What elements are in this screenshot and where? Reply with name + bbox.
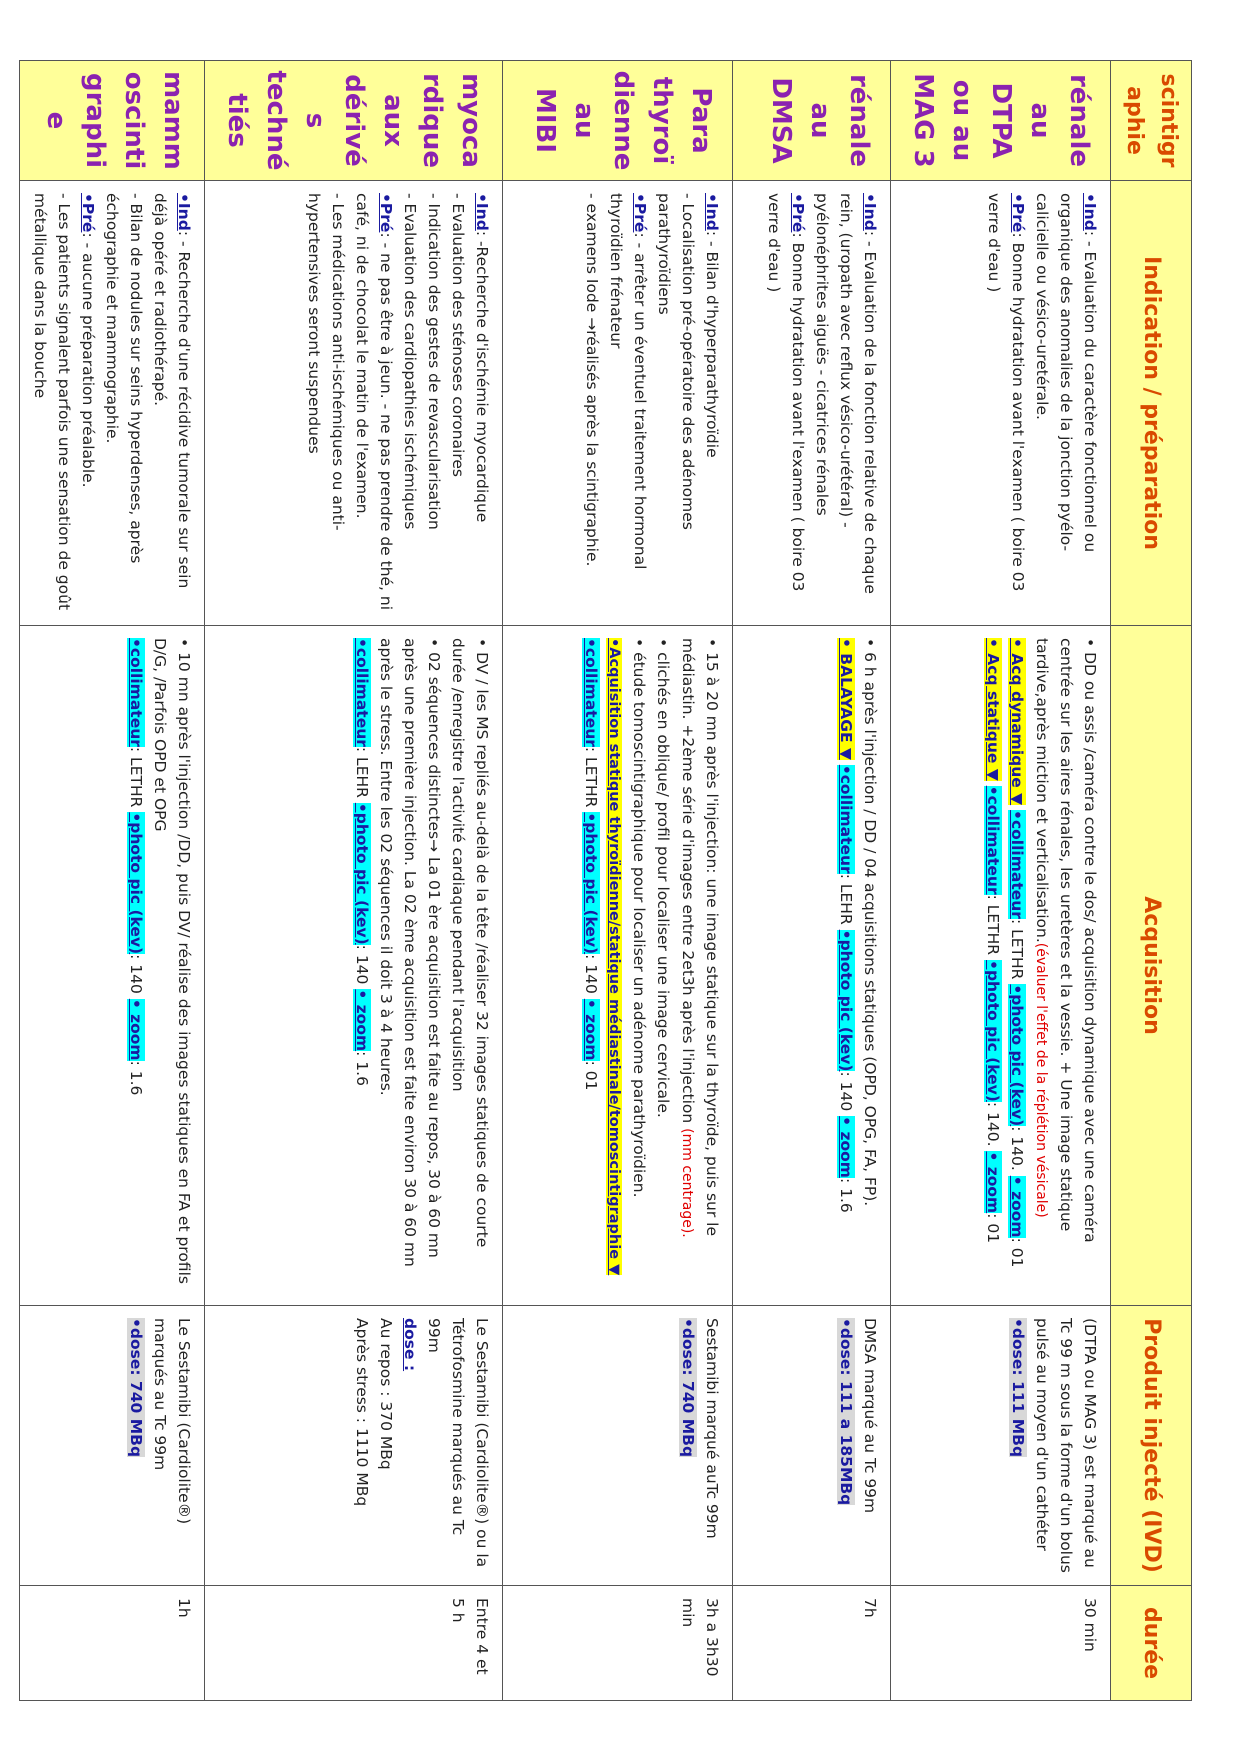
produit-text: Sestamibi marqué auTc 99m — [702, 1318, 721, 1539]
row-title: myocardique aux dérivés technétiés — [204, 61, 502, 181]
table-row — [19, 61, 204, 1701]
ind-label: •Ind — [1080, 193, 1099, 231]
photopeak-value: : 140 — [126, 954, 145, 994]
table-row — [204, 61, 502, 1701]
header-scintigraphie: scintigraphie — [1110, 61, 1191, 181]
photopeak-label: •photo pic (kev) — [1008, 984, 1027, 1127]
acq-text: • DD ou assis /caméra contre le dos/ acquisition dynamique avec une caméra centrée sur les aires rénales, les uretères et la vessie. + Une image statique tardive,après miction et verticalisation. — [1032, 638, 1099, 1243]
acq-balayage-label: • BALAYAGE ▼ — [836, 638, 855, 760]
produit-cell — [19, 1306, 204, 1586]
header-produit: Produit injecté (IVD) — [1110, 1306, 1191, 1586]
dose-label: •dose — [836, 1318, 855, 1370]
ind-label: •Ind — [174, 193, 193, 231]
zoom-label: • zoom — [581, 998, 600, 1061]
acq-text: • étude tomoscintigraphique pour localiser un adénome parathyroïdien. — [630, 638, 649, 1198]
collimator-value: : LEHR — [352, 746, 371, 798]
photopeak-label: •photo pic (kev) — [126, 812, 145, 955]
ind-text: : - Recherche d'une récidive tumorale sur sein déjà opéré et radiothérapé. — [150, 193, 193, 589]
dose-value: : 111 MBq — [1008, 1369, 1027, 1458]
indication-cell — [19, 181, 204, 626]
zoom-value: : 1.6 — [126, 1060, 145, 1096]
pre-text: - Les médications anti-ischémiques ou anti-hypertensives seront suspendues — [304, 193, 347, 531]
acquisition-cell — [19, 626, 204, 1306]
header-indication: Indication / préparation — [1110, 181, 1191, 626]
zoom-value: : 01 — [984, 1213, 1003, 1244]
header-row — [1110, 61, 1191, 1701]
pre-text: - examens Iode →réalisés après la scintigraphie. — [582, 193, 601, 567]
indication-cell — [732, 181, 890, 626]
produit-cell — [732, 1306, 890, 1586]
table-row — [890, 61, 1110, 1701]
row-title: rénale au DMSA — [732, 61, 890, 181]
ind-label: •Ind — [702, 193, 721, 231]
acq-text: • 15 à 20 mn après l'injection: une image statique sur la thyroïde, puis sur le médiastin. +2ème série d'images entre 2et3h après l'injection — [678, 638, 721, 1236]
pre-text: : - arrêter un éventuel traitement hormonal thyroïdien frénateur — [606, 193, 649, 570]
acq-mode-label: •Acquisition statique thyroïdienne/statique médiastinale/tomoscintigraphie ▼ — [606, 638, 623, 1276]
photopeak-label: •photo pic (kev) — [836, 929, 855, 1072]
ind-label: •Ind — [860, 193, 879, 231]
ind-text: - Bilan de nodules sur seins hyperdenses, après échographie et mammographie. — [102, 193, 145, 564]
acq-dynamic-label: • Acq dynamique ▼ — [1008, 638, 1027, 806]
acq-text: • DV / les MS repliés au-delà de la tête /réaliser 32 images statiques de courte durée /enregistre l'activité cardiaque pendant l'acquisition — [448, 638, 491, 1248]
photopeak-value: : 140 — [352, 944, 371, 985]
photopeak-value: : 140 — [984, 1101, 1003, 1142]
collimator-label: •collimateur — [836, 764, 855, 874]
dose-value: : 111 a 185MBq — [836, 1369, 855, 1506]
dose-label: •dose — [678, 1318, 697, 1370]
produit-cell — [890, 1306, 1110, 1586]
acq-note: (évaluer l'effet de la réplétion vésicale) — [1032, 942, 1049, 1218]
duree-cell: 3h a 3h30 min — [502, 1586, 732, 1701]
header-acquisition: Acquisition — [1110, 626, 1191, 1306]
acquisition-cell — [502, 626, 732, 1306]
acq-text: • 02 séquences distinctes→ La 01 ère acquisition est faite au repos, 30 à 60 mn après une première injection. La 02 ème acquisition est faite environ 30 à 60 mn après le stress. Entre les 02 séquences il doit 3 à 4 heures. — [376, 638, 443, 1267]
pre-label: •Pré — [376, 193, 395, 233]
pre-label: •Pré — [78, 193, 97, 233]
acq-text: • clichés en oblique/ profil pour localiser une image cervicale. — [654, 638, 673, 1118]
ind-text: : - Evaluation de la fonction relative de chaque rein, (uropath avec reflux vésico-urétéral) - pyélonéphrites aiguës - cicatrices rénales — [812, 193, 879, 594]
zoom-label: • zoom — [836, 1116, 855, 1178]
dose-label: •dose — [126, 1318, 145, 1370]
pre-label: •Pré — [788, 193, 807, 233]
pre-label: •Pré — [630, 193, 649, 233]
zoom-label: • zoom — [984, 1151, 1003, 1214]
acq-static-label: • Acq statique ▼ — [984, 638, 1003, 781]
table-row — [732, 61, 890, 1701]
acq-text: • 10 mn après l'injection /DD, puis DV/ réalise des images statiques en FA et profils D/G, /Parfois OPD et OPG — [150, 638, 193, 1284]
acq-text: • 6 h après l'injection / DD / 04 acquisitions statiques (OPD, OPG, FA, FP). — [860, 638, 879, 1207]
acquisition-cell — [732, 626, 890, 1306]
pre-text: - Les patients signalent parfois une sensation de goût métallique dans la bouche — [30, 193, 73, 611]
zoom-value: : 1.6 — [836, 1177, 855, 1213]
zoom-value: : 1.6 — [352, 1051, 371, 1086]
ind-text: - Evaluation des cardiopathies ischémiques — [400, 193, 419, 530]
collimator-label: •collimateur — [984, 785, 1003, 895]
row-title: mammoscintigraphie — [19, 61, 204, 181]
produit-text: Le Sestamibi (Cardiolite®) ou la Tétrofosmine marqués au Tc 99m — [424, 1318, 491, 1568]
collimator-value: : LETHR — [126, 746, 145, 808]
scintigraphy-table — [19, 60, 1192, 1701]
collimator-value: : LETHR — [984, 894, 1003, 956]
indication-cell — [890, 181, 1110, 626]
ind-text: : - Evaluation du caractère fonctionnel ou organique des anomalies de la jonction pyélo-calicielle ou vésico-uretérale. — [1032, 193, 1099, 553]
pre-label: •Pré — [1008, 193, 1027, 233]
rotated-table-wrapper — [30, 60, 1192, 1700]
collimator-value: : LEHR — [836, 873, 855, 925]
photopeak-label: •photo pic (kev) — [352, 802, 371, 945]
produit-text: DMSA marqué au Tc 99m — [860, 1318, 879, 1514]
collimator-label: •collimateur — [126, 638, 145, 747]
collimator-value: : LETHR — [581, 746, 600, 808]
photopeak-value: : 140 — [581, 954, 600, 994]
header-duree: durée — [1110, 1586, 1191, 1701]
collimator-label: •collimateur — [1008, 810, 1027, 919]
ind-text: : -Recherche d'ischémie myocardique — [472, 230, 491, 523]
zoom-value: : 01 — [1008, 1237, 1027, 1268]
acq-note: (mm centrage). — [678, 1128, 695, 1238]
table-row — [502, 61, 732, 1701]
ind-label: •Ind — [472, 193, 491, 231]
zoom-label: • zoom — [126, 998, 145, 1061]
pre-text: : - ne pas être à jeun. - ne pas prendre de thé, ni café, ni de chocolat le matin de l'examen. — [352, 193, 395, 611]
duree-cell: 30 min — [890, 1586, 1110, 1701]
photopeak-value: : 140 — [836, 1071, 855, 1112]
acquisition-cell — [204, 626, 502, 1306]
produit-cell — [502, 1306, 732, 1586]
acquisition-cell: • DD ou assis /caméra contre le dos/ acquisition dynamique avec une caméra centrée sur les aires rénales, les uretères et la vessie. + Une image statique tardive,après miction et verticalisation.(évaluer l'effet de la réplétion vésicale) • Acq dynamique ▼ •collimateur: LETHR •photo pic (kev): 140. • zoom: 01 • Acq statique ▼ •collimateur: LETHR •photo pic (kev): 140. • zoom: 01 — [890, 626, 1110, 1306]
produit-text: (DTPA ou MAG 3) est marqué au Tc 99 m sous la forme d'un bolus pulsé au moyen d'un cathéter — [1032, 1318, 1099, 1573]
row-title: rénale au DTPA ou au MAG 3 — [890, 61, 1110, 181]
zoom-label: • zoom — [1008, 1175, 1027, 1238]
indication-cell — [502, 181, 732, 626]
collimator-value: : LETHR — [1008, 918, 1027, 980]
ind-text: - Evaluation des sténoses coronaires — [448, 193, 467, 478]
pre-text: : Bonne hydratation avant l'examen ( boire 03 verre d'eau ) — [984, 193, 1027, 592]
photopeak-label: •photo pic (kev) — [984, 960, 1003, 1102]
ind-text: : - Bilan d'hyperparathyroïdie — [702, 230, 721, 458]
pre-text: : Bonne hydratation avant l'examen ( boire 03 verre d'eau ) — [764, 193, 807, 592]
duree-cell: 1h — [19, 1586, 204, 1701]
ind-text: - Localisation pré-opératoire des adénomes parathyroïdiens — [654, 193, 697, 530]
collimator-label: •collimateur — [581, 638, 600, 747]
dose-stress: Après stress : 1110 MBq — [352, 1318, 371, 1507]
produit-text: Le Sestamibi (Cardiolite®) marqués au Tc 99m — [150, 1318, 193, 1525]
zoom-label: • zoom — [352, 989, 371, 1052]
photopeak-label: •photo pic (kev) — [581, 812, 600, 955]
indication-cell — [204, 181, 502, 626]
collimator-label: •collimateur — [352, 638, 371, 747]
duree-cell: Entre 4 et 5 h — [204, 1586, 502, 1701]
dose-label: dose : — [400, 1318, 419, 1372]
photopeak-value: : 140 — [1008, 1126, 1027, 1166]
dose-value: : 740 MBq — [678, 1369, 697, 1458]
zoom-value: : 01 — [581, 1060, 600, 1091]
produit-cell — [204, 1306, 502, 1586]
dose-repos: Au repos : 370 MBq — [376, 1318, 395, 1470]
row-title: Para thyroïdienne au MIBI — [502, 61, 732, 181]
duree-cell: 7h — [732, 1586, 890, 1701]
dose-label: •dose — [1008, 1318, 1027, 1370]
pre-text: : - aucune préparation préalable. — [78, 232, 97, 488]
dose-value: : 740 MBq — [126, 1369, 145, 1458]
ind-text: - Indication des gestes de revascularisation — [424, 193, 443, 530]
